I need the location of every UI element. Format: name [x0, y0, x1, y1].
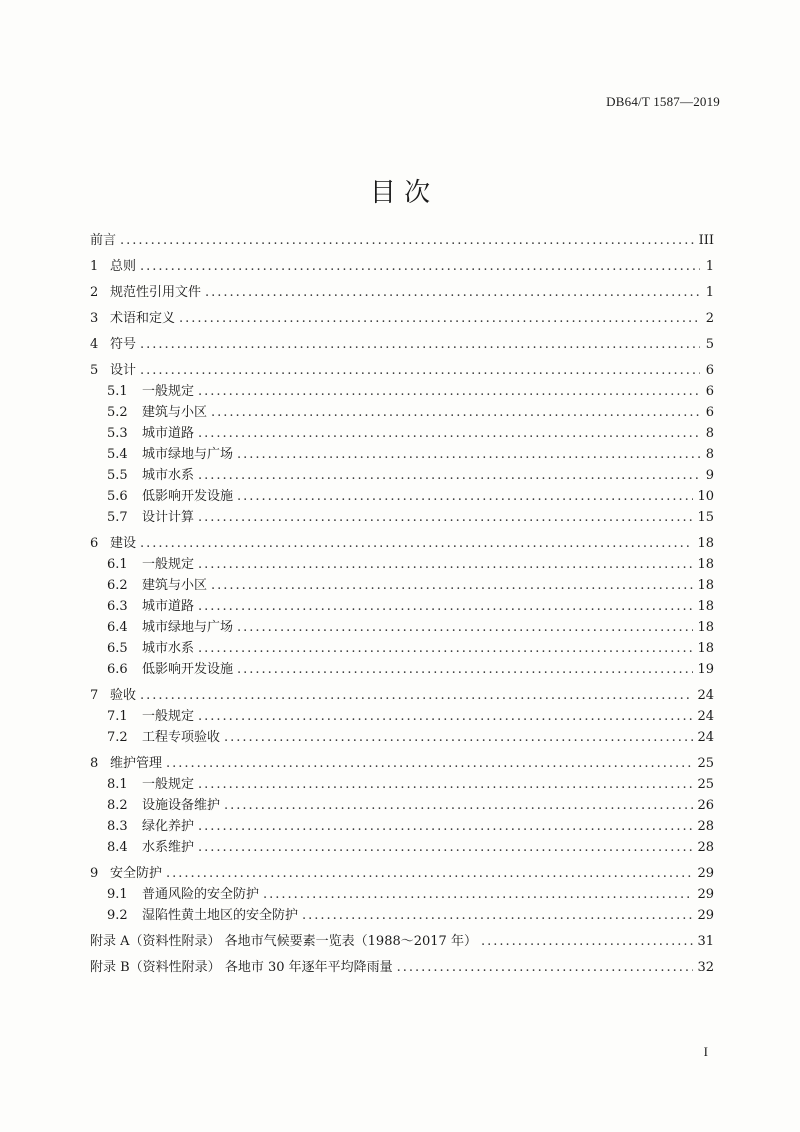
- toc-entry[interactable]: [90, 706, 714, 727]
- toc-entry[interactable]: [90, 957, 714, 978]
- toc-leader-dots: [198, 381, 700, 402]
- toc-entry-page: 31: [697, 934, 714, 949]
- toc-entry-number: 2: [90, 285, 99, 300]
- toc-entry-number: 6.3: [107, 599, 128, 614]
- toc-entry-page: 6: [705, 384, 714, 399]
- toc-entry[interactable]: [90, 444, 714, 465]
- toc-leader-dots: [198, 423, 700, 444]
- toc-entry-page: 1: [705, 259, 714, 274]
- toc-leader-dots: [140, 685, 693, 706]
- toc-leader-dots: [166, 863, 693, 884]
- toc-entry-number: 6.4: [107, 620, 128, 635]
- toc-entry-page: 18: [697, 599, 714, 614]
- toc-entry[interactable]: [90, 554, 714, 575]
- toc-entry[interactable]: [90, 308, 714, 329]
- toc-entry-number: 5.4: [107, 447, 128, 462]
- toc-entry[interactable]: [90, 659, 714, 680]
- toc-entry-page: 9: [705, 468, 714, 483]
- toc-entry-page: 8: [705, 426, 714, 441]
- toc-entry-label: 一般规定: [142, 384, 195, 399]
- toc-leader-dots: [211, 402, 700, 423]
- toc-entry-number: 8.4: [107, 840, 128, 855]
- toc-entry-number: 4: [90, 337, 99, 352]
- toc-entry-label: 水系维护: [142, 840, 195, 855]
- toc-leader-dots: [237, 617, 693, 638]
- toc-entry-number: 8.2: [107, 798, 128, 813]
- toc-entry-number: 9: [90, 866, 99, 881]
- toc-entry-number: 9.1: [107, 887, 128, 902]
- toc-entry[interactable]: [90, 884, 714, 905]
- toc-entry[interactable]: [90, 360, 714, 381]
- toc-entry-page: 28: [697, 819, 714, 834]
- toc-entry-page: 2: [705, 311, 714, 326]
- toc-entry-label: 城市绿地与广场: [142, 620, 234, 635]
- toc-leader-dots: [263, 884, 693, 905]
- toc-entry-number: 5.2: [107, 405, 128, 420]
- toc-entry-label: 规范性引用文件: [110, 285, 202, 300]
- toc-entry[interactable]: [90, 774, 714, 795]
- toc-entry-label: 普通风险的安全防护: [142, 887, 260, 902]
- toc-entry-label: 安全防护: [110, 866, 163, 881]
- table-of-contents: [90, 230, 714, 978]
- toc-entry-label: 建筑与小区: [142, 405, 208, 420]
- toc-entry-page: 18: [697, 578, 714, 593]
- toc-entry-label: 设计: [110, 363, 137, 378]
- toc-entry-number: 7.2: [107, 730, 128, 745]
- toc-entry-label: 城市绿地与广场: [142, 447, 234, 462]
- toc-entry-page: 6: [705, 405, 714, 420]
- toc-leader-dots: [198, 774, 693, 795]
- toc-entry-number: 5: [90, 363, 99, 378]
- toc-leader-dots: [140, 334, 700, 355]
- toc-entry-label: 城市道路: [142, 426, 195, 441]
- toc-entry-label: 总则: [110, 259, 137, 274]
- toc-entry-number: 6.5: [107, 641, 128, 656]
- toc-entry-label: 前言: [90, 233, 117, 248]
- toc-entry-page: 19: [697, 662, 714, 677]
- toc-entry[interactable]: [90, 685, 714, 706]
- toc-entry-label: 附录 A（资料性附录） 各地市气候要素一览表（1988～2017 年）: [90, 934, 477, 949]
- toc-entry-page: 32: [697, 960, 714, 975]
- toc-entry-label: 工程专项验收: [142, 730, 221, 745]
- toc-entry-label: 一般规定: [142, 557, 195, 572]
- toc-entry-number: 5.6: [107, 489, 128, 504]
- toc-entry[interactable]: [90, 617, 714, 638]
- toc-entry-number: 5.3: [107, 426, 128, 441]
- toc-entry[interactable]: [90, 816, 714, 837]
- toc-entry-page: 18: [697, 620, 714, 635]
- toc-leader-dots: [302, 905, 693, 926]
- toc-entry[interactable]: [90, 486, 714, 507]
- toc-entry-page: III: [698, 233, 714, 248]
- toc-leader-dots: [224, 727, 693, 748]
- toc-entry-number: 8.3: [107, 819, 128, 834]
- toc-entry-label: 城市道路: [142, 599, 195, 614]
- toc-leader-dots: [481, 931, 693, 952]
- toc-entry[interactable]: [90, 727, 714, 748]
- toc-entry-page: 25: [697, 756, 714, 771]
- toc-entry-page: 10: [697, 489, 714, 504]
- toc-leader-dots: [211, 575, 693, 596]
- toc-leader-dots: [198, 706, 693, 727]
- toc-entry-label: 建筑与小区: [142, 578, 208, 593]
- toc-entry-page: 26: [697, 798, 714, 813]
- toc-entry-label: 符号: [110, 337, 137, 352]
- toc-entry-label: 术语和定义: [110, 311, 176, 326]
- toc-entry-page: 18: [697, 536, 714, 551]
- toc-leader-dots: [198, 465, 700, 486]
- toc-entry[interactable]: [90, 795, 714, 816]
- toc-leader-dots: [198, 554, 693, 575]
- toc-entry-number: 5.5: [107, 468, 128, 483]
- toc-entry[interactable]: [90, 638, 714, 659]
- toc-leader-dots: [205, 282, 700, 303]
- toc-entry-page: 5: [705, 337, 714, 352]
- toc-entry-label: 城市水系: [142, 641, 195, 656]
- toc-entry[interactable]: [90, 256, 714, 277]
- toc-entry-number: 3: [90, 311, 99, 326]
- toc-entry-label: 绿化养护: [142, 819, 195, 834]
- toc-leader-dots: [140, 256, 700, 277]
- toc-entry-page: 28: [697, 840, 714, 855]
- toc-entry-page: 1: [705, 285, 714, 300]
- toc-leader-dots: [198, 837, 693, 858]
- toc-entry-label: 验收: [110, 688, 137, 703]
- toc-leader-dots: [198, 816, 693, 837]
- document-code: DB64/T 1587—2019: [606, 94, 720, 109]
- toc-entry-number: 6: [90, 536, 99, 551]
- toc-entry[interactable]: [90, 753, 714, 774]
- toc-entry-page: 29: [697, 866, 714, 881]
- toc-entry[interactable]: [90, 905, 714, 926]
- toc-leader-dots: [237, 444, 700, 465]
- toc-entry-label: 湿陷性黄土地区的安全防护: [142, 908, 299, 923]
- toc-entry-page: 18: [697, 641, 714, 656]
- toc-leader-dots: [198, 638, 693, 659]
- toc-entry[interactable]: [90, 230, 714, 251]
- toc-entry[interactable]: [90, 381, 714, 402]
- toc-entry-page: 24: [697, 688, 714, 703]
- toc-entry[interactable]: [90, 596, 714, 617]
- toc-entry-page: 24: [697, 709, 714, 724]
- toc-leader-dots: [179, 308, 700, 329]
- toc-entry[interactable]: [90, 282, 714, 303]
- toc-entry-number: 7: [90, 688, 99, 703]
- toc-entry-page: 24: [697, 730, 714, 745]
- page-number: I: [703, 1044, 708, 1059]
- toc-entry[interactable]: [90, 931, 714, 952]
- toc-entry-number: 8: [90, 756, 99, 771]
- toc-entry-page: 29: [697, 887, 714, 902]
- toc-entry-number: 6.1: [107, 557, 128, 572]
- toc-entry-number: 6.6: [107, 662, 128, 677]
- toc-entry-label: 低影响开发设施: [142, 489, 234, 504]
- toc-leader-dots: [224, 795, 693, 816]
- toc-entry-label: 低影响开发设施: [142, 662, 234, 677]
- toc-leader-dots: [237, 486, 693, 507]
- toc-entry[interactable]: [90, 423, 714, 444]
- toc-entry-label: 一般规定: [142, 709, 195, 724]
- toc-entry-label: 建设: [110, 536, 137, 551]
- toc-leader-dots: [140, 360, 700, 381]
- toc-entry-number: 5.7: [107, 510, 128, 525]
- toc-leader-dots: [237, 659, 693, 680]
- toc-entry-page: 18: [697, 557, 714, 572]
- toc-entry[interactable]: [90, 533, 714, 554]
- toc-entry-number: 7.1: [107, 709, 128, 724]
- toc-entry[interactable]: [90, 837, 714, 858]
- toc-entry-page: 29: [697, 908, 714, 923]
- toc-entry-label: 一般规定: [142, 777, 195, 792]
- toc-entry-page: 6: [705, 363, 714, 378]
- toc-leader-dots: [140, 533, 693, 554]
- toc-entry-number: 8.1: [107, 777, 128, 792]
- toc-entry[interactable]: [90, 334, 714, 355]
- toc-entry[interactable]: [90, 863, 714, 884]
- toc-entry[interactable]: [90, 465, 714, 486]
- toc-entry-number: 9.2: [107, 908, 128, 923]
- toc-entry-label: 附录 B（资料性附录） 各地市 30 年逐年平均降雨量: [90, 960, 393, 975]
- toc-entry[interactable]: [90, 507, 714, 528]
- toc-entry[interactable]: [90, 575, 714, 596]
- toc-entry-number: 5.1: [107, 384, 128, 399]
- toc-entry-label: 设计计算: [142, 510, 195, 525]
- toc-entry-page: 15: [697, 510, 714, 525]
- toc-entry-label: 城市水系: [142, 468, 195, 483]
- toc-entry-label: 设施设备维护: [142, 798, 221, 813]
- toc-entry[interactable]: [90, 402, 714, 423]
- toc-leader-dots: [198, 507, 693, 528]
- toc-entry-label: 维护管理: [110, 756, 163, 771]
- page-title: 目 次: [369, 178, 431, 208]
- toc-entry-number: 1: [90, 259, 99, 274]
- toc-entry-page: 8: [705, 447, 714, 462]
- toc-leader-dots: [198, 596, 693, 617]
- toc-entry-number: 6.2: [107, 578, 128, 593]
- toc-leader-dots: [166, 753, 693, 774]
- toc-leader-dots: [397, 957, 694, 978]
- toc-entry-page: 25: [697, 777, 714, 792]
- toc-leader-dots: [120, 230, 695, 251]
